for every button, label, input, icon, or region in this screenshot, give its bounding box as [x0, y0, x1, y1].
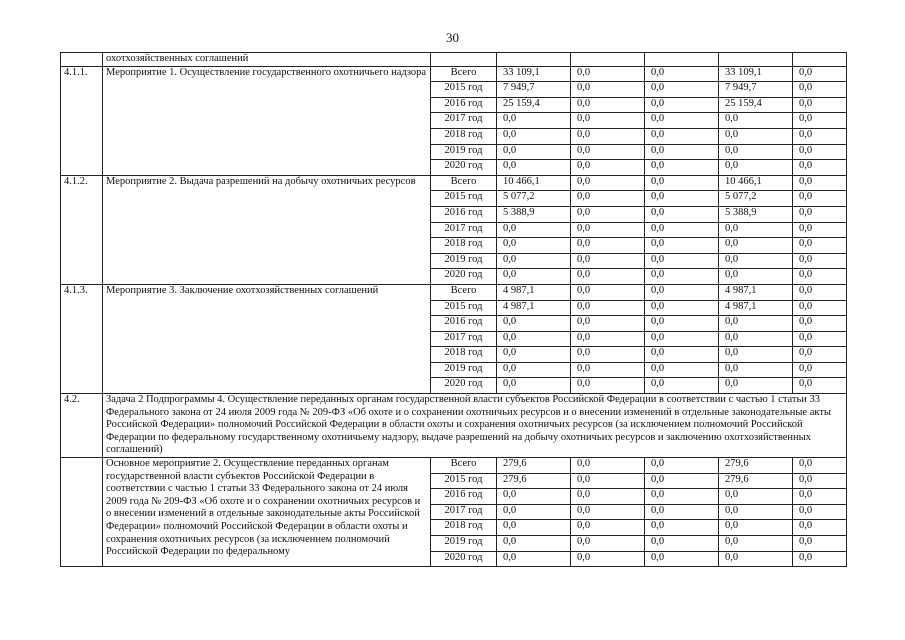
value-cell: 0,0 [497, 378, 571, 394]
value-cell: 0,0 [497, 316, 571, 332]
value-cell: 0,0 [719, 520, 793, 536]
row-code: 4.1.1. [61, 66, 103, 175]
period-cell: 2015 год [431, 82, 497, 98]
value-cell: 0,0 [571, 97, 645, 113]
value-cell: 0,0 [497, 113, 571, 129]
period-cell: 2020 год [431, 378, 497, 394]
row-code [61, 458, 103, 567]
value-cell: 0,0 [793, 191, 847, 207]
task-code: 4.2. [61, 394, 103, 458]
value-cell: 0,0 [793, 504, 847, 520]
period-cell: 2019 год [431, 362, 497, 378]
value-cell: 0,0 [793, 378, 847, 394]
value-cell: 0,0 [793, 300, 847, 316]
value-cell: 0,0 [793, 536, 847, 552]
value-cell: 0,0 [497, 347, 571, 363]
value-cell: 0,0 [793, 458, 847, 474]
value-cell: 0,0 [645, 206, 719, 222]
value-cell: 0,0 [645, 536, 719, 552]
value-cell: 25 159,4 [497, 97, 571, 113]
value-cell: 0,0 [497, 269, 571, 285]
value-cell: 0,0 [793, 66, 847, 82]
period-cell: 2015 год [431, 300, 497, 316]
value-cell: 0,0 [645, 238, 719, 254]
value-cell: 7 949,7 [719, 82, 793, 98]
period-cell: Всего [431, 66, 497, 82]
value-cell: 0,0 [793, 489, 847, 505]
value-cell: 0,0 [571, 551, 645, 567]
value-cell: 0,0 [571, 113, 645, 129]
value-cell: 0,0 [571, 316, 645, 332]
value-cell: 0,0 [497, 160, 571, 176]
value-cell: 0,0 [497, 551, 571, 567]
value-cell: 0,0 [793, 551, 847, 567]
value-cell: 0,0 [719, 378, 793, 394]
value-cell: 0,0 [645, 504, 719, 520]
period-cell: 2017 год [431, 222, 497, 238]
value-cell: 0,0 [645, 551, 719, 567]
value-cell: 0,0 [497, 238, 571, 254]
value-cell: 0,0 [571, 160, 645, 176]
value-cell: 0,0 [793, 473, 847, 489]
event-2-row [61, 175, 847, 191]
period-cell: 2017 год [431, 331, 497, 347]
value-cell: 0,0 [497, 222, 571, 238]
value-cell: 0,0 [497, 536, 571, 552]
row-title: Основное мероприятие 2. Осуществление переданных органам государственной власти субъектов Российской Федерации в соответствии с частью 1 статьи 33 Федерального закона от 24 июля 2009 года № 209-ФЗ «Об охоте и о сохранении охотничьих ресурсов и о внесении изменений в отдельные законодательные акты Российской Федерации» полномочий Российской Федерации в области охоты и сохранения охотничьих ресурсов (за исключением полномочий Российской Федерации по федеральному [103, 458, 431, 567]
value-cell: 0,0 [571, 284, 645, 300]
value-cell: 279,6 [719, 473, 793, 489]
value-cell: 0,0 [719, 253, 793, 269]
value-cell: 0,0 [645, 520, 719, 536]
value-cell: 0,0 [571, 489, 645, 505]
value-cell: 0,0 [719, 347, 793, 363]
value-cell: 25 159,4 [719, 97, 793, 113]
value-cell: 0,0 [793, 347, 847, 363]
value-cell: 0,0 [645, 253, 719, 269]
value-cell: 0,0 [645, 458, 719, 474]
period-cell: 2016 год [431, 489, 497, 505]
value-cell: 0,0 [793, 160, 847, 176]
value-cell: 0,0 [793, 206, 847, 222]
value-cell: 0,0 [793, 82, 847, 98]
value-cell: 10 466,1 [719, 175, 793, 191]
period-cell: 2019 год [431, 536, 497, 552]
value-cell: 0,0 [497, 144, 571, 160]
period-cell: 2018 год [431, 347, 497, 363]
value-cell: 0,0 [645, 362, 719, 378]
value-cell: 0,0 [571, 128, 645, 144]
period-cell: Всего [431, 458, 497, 474]
period-cell: 2017 год [431, 504, 497, 520]
value-cell: 0,0 [719, 144, 793, 160]
value-cell: 0,0 [645, 175, 719, 191]
task-row [61, 394, 847, 458]
period-cell: 2015 год [431, 191, 497, 207]
budget-table [60, 52, 847, 567]
value-cell: 0,0 [571, 238, 645, 254]
value-cell: 0,0 [645, 66, 719, 82]
value-cell: 0,0 [719, 160, 793, 176]
value-cell: 279,6 [497, 458, 571, 474]
value-cell: 0,0 [571, 473, 645, 489]
value-cell: 0,0 [793, 175, 847, 191]
value-cell: 0,0 [645, 347, 719, 363]
value-cell: 4 987,1 [497, 300, 571, 316]
period-cell: 2020 год [431, 269, 497, 285]
value-cell: 0,0 [719, 536, 793, 552]
value-cell: 0,0 [793, 520, 847, 536]
value-cell: 0,0 [645, 128, 719, 144]
value-cell: 0,0 [645, 82, 719, 98]
value-cell: 5 077,2 [719, 191, 793, 207]
page-number: 30 [446, 30, 459, 45]
value-cell: 0,0 [497, 128, 571, 144]
value-cell: 0,0 [793, 269, 847, 285]
event-3-row [61, 284, 847, 300]
value-cell: 0,0 [793, 284, 847, 300]
value-cell: 5 388,9 [719, 206, 793, 222]
period-cell: 2020 год [431, 160, 497, 176]
value-cell: 0,0 [645, 191, 719, 207]
value-cell: 0,0 [719, 238, 793, 254]
period-cell: 2019 год [431, 253, 497, 269]
value-cell: 0,0 [571, 206, 645, 222]
period-cell: 2015 год [431, 473, 497, 489]
period-cell: 2016 год [431, 316, 497, 332]
value-cell: 0,0 [793, 238, 847, 254]
value-cell: 4 987,1 [719, 284, 793, 300]
period-cell: 2018 год [431, 238, 497, 254]
period-cell: 2020 год [431, 551, 497, 567]
value-cell: 0,0 [571, 175, 645, 191]
value-cell: 0,0 [645, 489, 719, 505]
value-cell: 0,0 [571, 378, 645, 394]
table-body [61, 53, 847, 567]
value-cell: 0,0 [793, 316, 847, 332]
value-cell: 0,0 [645, 113, 719, 129]
value-cell: 0,0 [793, 128, 847, 144]
value-cell: 0,0 [793, 97, 847, 113]
value-cell: 33 109,1 [497, 66, 571, 82]
value-cell: 0,0 [793, 331, 847, 347]
value-cell: 0,0 [719, 504, 793, 520]
value-cell: 0,0 [645, 300, 719, 316]
period-cell: 2019 год [431, 144, 497, 160]
row-title: Мероприятие 2. Выдача разрешений на добычу охотничьих ресурсов [103, 175, 431, 284]
period-cell: 2016 год [431, 206, 497, 222]
period-cell: 2018 год [431, 520, 497, 536]
value-cell: 0,0 [497, 520, 571, 536]
value-cell: 0,0 [571, 536, 645, 552]
value-cell: 0,0 [571, 222, 645, 238]
value-cell: 0,0 [645, 378, 719, 394]
value-cell: 0,0 [645, 160, 719, 176]
continuation-text: охотхозяйственных соглашений [103, 53, 431, 67]
value-cell: 0,0 [719, 113, 793, 129]
row-code: 4.1.2. [61, 175, 103, 284]
period-cell: 2018 год [431, 128, 497, 144]
value-cell: 0,0 [497, 362, 571, 378]
value-cell: 0,0 [571, 504, 645, 520]
value-cell: 279,6 [719, 458, 793, 474]
row-title: Мероприятие 3. Заключение охотхозяйственных соглашений [103, 284, 431, 393]
value-cell: 0,0 [645, 316, 719, 332]
value-cell: 0,0 [793, 222, 847, 238]
value-cell: 0,0 [645, 269, 719, 285]
task-text: Задача 2 Подпрограммы 4. Осуществление переданных органам государственной власти субъектов Российской Федерации в соответствии с частью 1 статьи 33 Федерального закона от 24 июля 2009 года № 209-ФЗ «Об охоте и о сохранении охотничьих ресурсов и о внесении изменений в отдельные законодательные акты Российской Федерации» полномочий Российской Федерации в области охоты и сохранения охотничьих ресурсов (за исключением полномочий Российской Федерации по федеральному государственному охотничьему надзору, выдаче разрешений на добычу охотничьих ресурсов и заключению охотхозяйственных соглашений) [103, 394, 847, 458]
value-cell: 7 949,7 [497, 82, 571, 98]
value-cell: 0,0 [571, 82, 645, 98]
value-cell: 0,0 [645, 222, 719, 238]
value-cell: 0,0 [497, 504, 571, 520]
value-cell: 4 987,1 [719, 300, 793, 316]
value-cell: 0,0 [645, 284, 719, 300]
value-cell: 0,0 [645, 473, 719, 489]
value-cell: 0,0 [571, 66, 645, 82]
value-cell: 0,0 [645, 97, 719, 113]
value-cell: 0,0 [793, 362, 847, 378]
value-cell: 5 388,9 [497, 206, 571, 222]
value-cell: 279,6 [497, 473, 571, 489]
value-cell: 0,0 [719, 269, 793, 285]
value-cell: 0,0 [719, 128, 793, 144]
value-cell: 33 109,1 [719, 66, 793, 82]
value-cell: 0,0 [571, 347, 645, 363]
value-cell: 0,0 [571, 269, 645, 285]
row-title: Мероприятие 1. Осуществление государственного охотничьего надзора [103, 66, 431, 175]
value-cell: 0,0 [497, 253, 571, 269]
event-1-row [61, 66, 847, 82]
period-cell: 2016 год [431, 97, 497, 113]
value-cell: 0,0 [793, 144, 847, 160]
value-cell: 0,0 [645, 144, 719, 160]
main-event-row [61, 458, 847, 474]
value-cell: 0,0 [571, 144, 645, 160]
value-cell: 0,0 [571, 331, 645, 347]
row-code: 4.1.3. [61, 284, 103, 393]
value-cell: 0,0 [719, 551, 793, 567]
value-cell: 0,0 [719, 331, 793, 347]
value-cell: 0,0 [719, 489, 793, 505]
code-cell [61, 53, 103, 67]
value-cell: 4 987,1 [497, 284, 571, 300]
value-cell: 10 466,1 [497, 175, 571, 191]
value-cell: 0,0 [645, 331, 719, 347]
value-cell: 0,0 [719, 362, 793, 378]
value-cell: 0,0 [571, 458, 645, 474]
value-cell: 0,0 [719, 222, 793, 238]
period-cell: Всего [431, 284, 497, 300]
value-cell: 0,0 [571, 362, 645, 378]
continuation-row [61, 53, 847, 67]
value-cell: 0,0 [497, 331, 571, 347]
value-cell: 5 077,2 [497, 191, 571, 207]
value-cell: 0,0 [497, 489, 571, 505]
period-cell: Всего [431, 175, 497, 191]
value-cell: 0,0 [793, 253, 847, 269]
value-cell: 0,0 [571, 300, 645, 316]
value-cell: 0,0 [719, 316, 793, 332]
value-cell: 0,0 [571, 191, 645, 207]
period-cell: 2017 год [431, 113, 497, 129]
value-cell: 0,0 [571, 520, 645, 536]
value-cell: 0,0 [571, 253, 645, 269]
value-cell: 0,0 [793, 113, 847, 129]
